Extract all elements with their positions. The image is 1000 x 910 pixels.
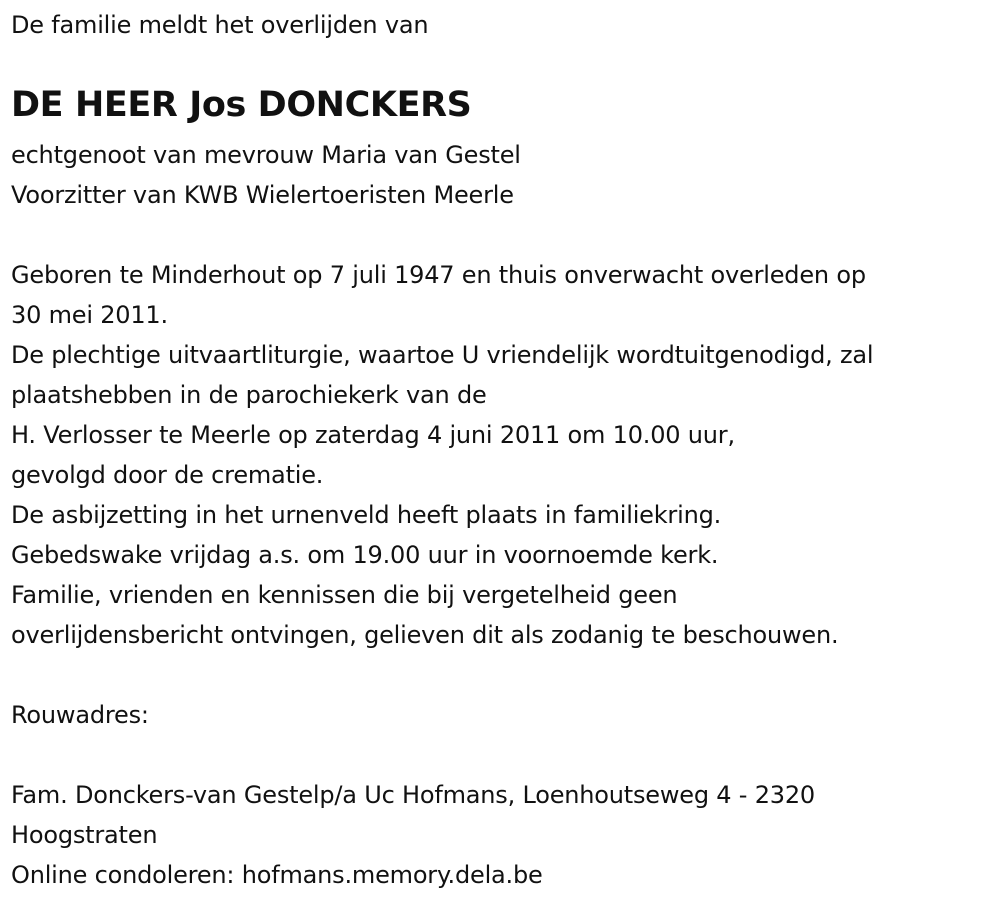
body-line: De plechtige uitvaartliturgie, waartoe U vriendelijk wordtuitgenodigd, zal <box>11 341 874 369</box>
body-line: overlijdensbericht ontvingen, gelieven dit als zodanig te beschouwen. <box>11 621 839 649</box>
online-condolence: Online condoleren: hofmans.memory.dela.be <box>11 861 543 889</box>
intro-text: De familie meldt het overlijden van <box>11 11 429 39</box>
body-line: 30 mei 2011. <box>11 301 168 329</box>
role-line: Voorzitter van KWB Wielertoeristen Meerle <box>11 181 514 209</box>
body-line: gevolgd door de crematie. <box>11 461 324 489</box>
body-line: Gebedswake vrijdag a.s. om 19.00 uur in voornoemde kerk. <box>11 541 719 569</box>
address-line: Fam. Donckers-van Gestelp/a Uc Hofmans, Loenhoutseweg 4 - 2320 <box>11 781 815 809</box>
body-line: Geboren te Minderhout op 7 juli 1947 en thuis onverwacht overleden op <box>11 261 866 289</box>
address-label: Rouwadres: <box>11 701 149 729</box>
body-line: H. Verlosser te Meerle op zaterdag 4 juni 2011 om 10.00 uur, <box>11 421 735 449</box>
spouse-line: echtgenoot van mevrouw Maria van Gestel <box>11 141 521 169</box>
body-line: De asbijzetting in het urnenveld heeft plaats in familiekring. <box>11 501 722 529</box>
deceased-name: DE HEER Jos DONCKERS <box>11 85 472 125</box>
body-line: plaatshebben in de parochiekerk van de <box>11 381 487 409</box>
body-line: Familie, vrienden en kennissen die bij vergetelheid geen <box>11 581 678 609</box>
address-line: Hoogstraten <box>11 821 158 849</box>
